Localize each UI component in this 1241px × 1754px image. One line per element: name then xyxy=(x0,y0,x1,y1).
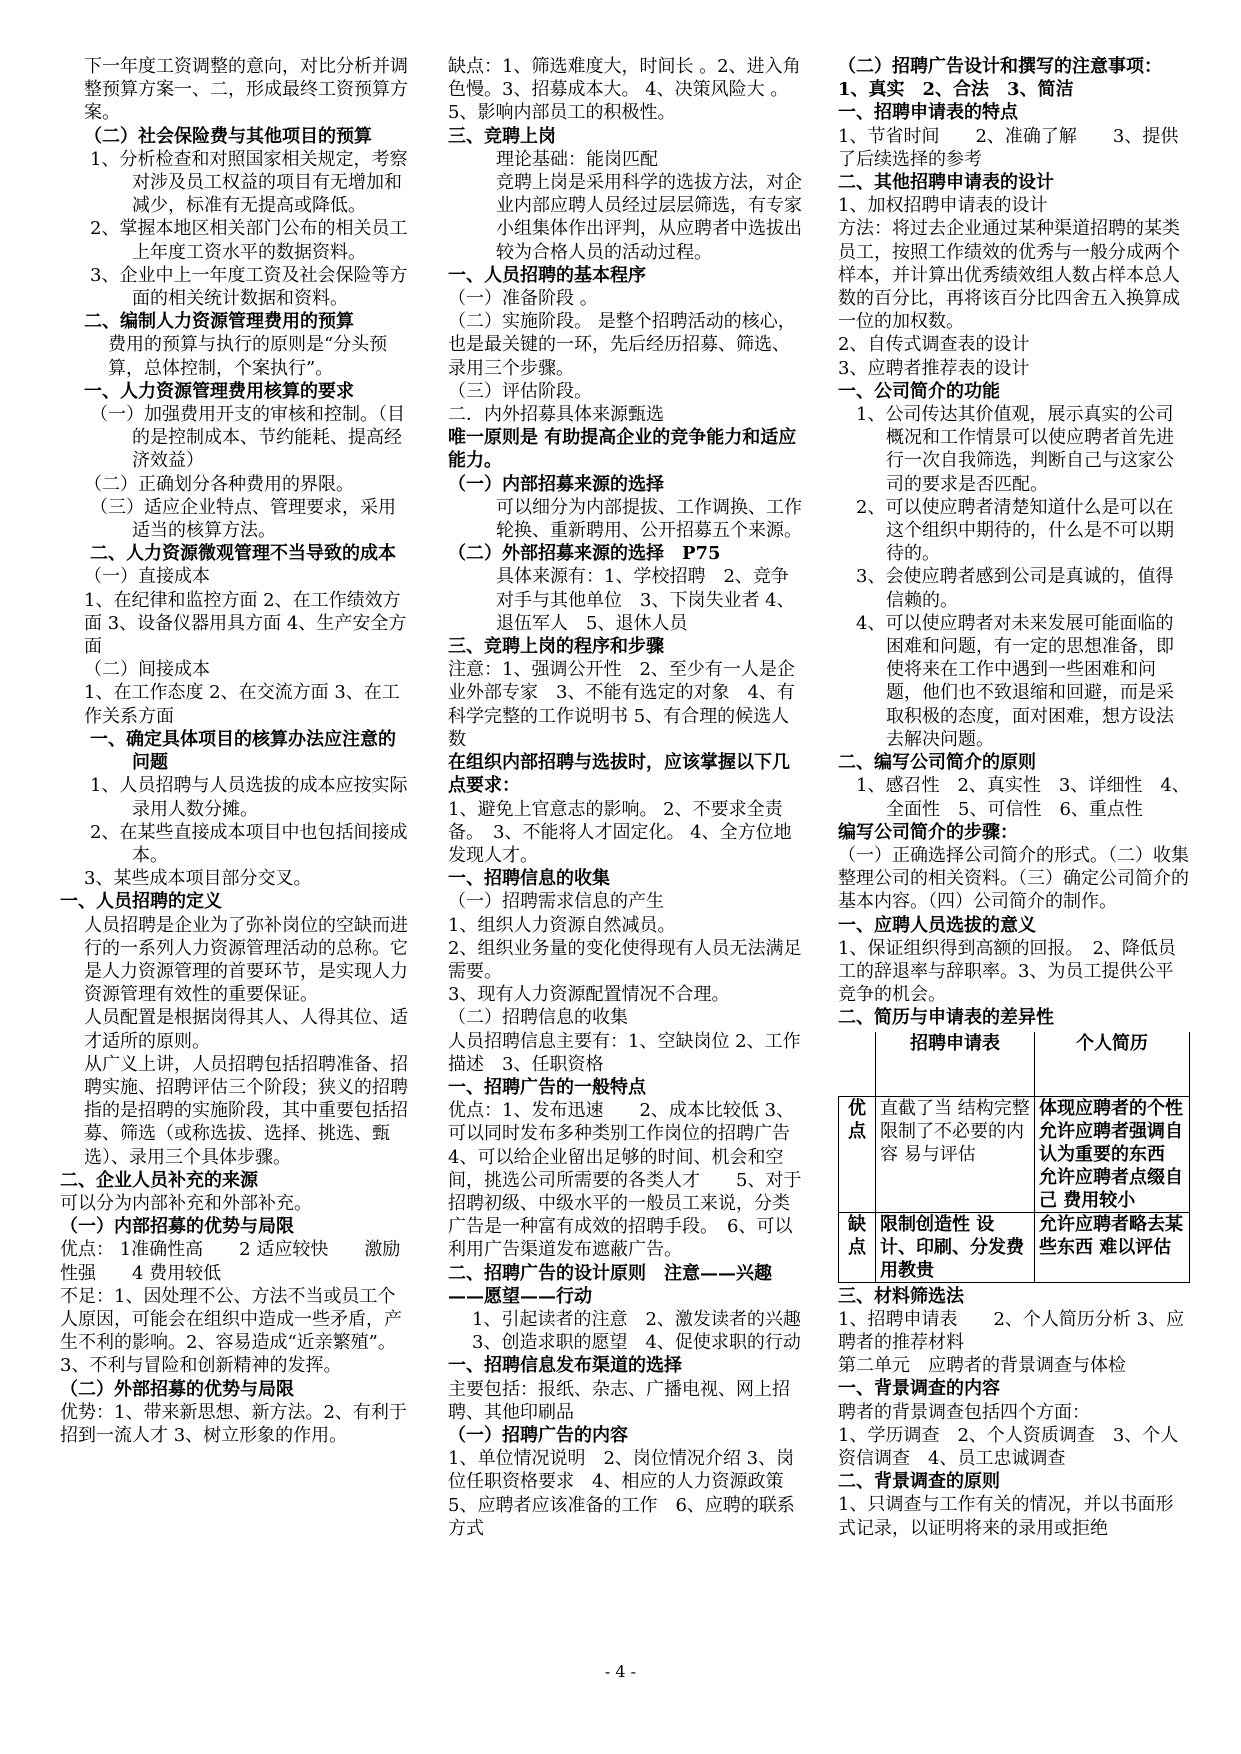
col3a-paragraph: 2、自传式调查表的设计 xyxy=(838,334,1030,356)
col3a-paragraph: 1、公司传达其价值观，展示真实的公司概况和工作情景可以使应聘者首先进行一次自我筛选，判断自己与这家公司的要求是否匹配。 xyxy=(856,404,1174,495)
col2-paragraph: （二）外部招募来源的选择 P75 xyxy=(448,543,721,565)
col1-paragraph: 费用的预算与执行的原则是“分头预算，总体控制，个案执行”。 xyxy=(108,334,388,379)
col2-paragraph: 1、单位情况说明 2、岗位情况介绍 3、岗位任职资格要求 4、相应的人力资源政策 5、应聘者应该准备的工作 6、应聘的联系方式 xyxy=(448,1448,795,1539)
col2-paragraph: （一）内部招募来源的选择 xyxy=(448,473,664,495)
table-cell-resume-pros: 体现应聘者的个性 允许应聘者强调自认为重要的东西 允许应聘者点缀自己 费用较小 xyxy=(1035,1096,1190,1212)
col2-paragraph: 一、招聘信息的收集 xyxy=(448,868,610,890)
table-corner xyxy=(839,1032,876,1097)
col2-paragraph: 一、招聘广告的一般特点 xyxy=(448,1076,646,1098)
col2-paragraph: （一）招聘广告的内容 xyxy=(448,1424,628,1446)
col2-paragraph: 1、避免上官意志的影响。 2、不要求全责备。 3、不能将人才固定化。 4、全方位地发现人才。 xyxy=(448,798,792,866)
col3b-paragraph: 聘者的背景调查包括四个方面： xyxy=(838,1401,1090,1423)
col1-paragraph: （二）正确划分各种费用的界限。 xyxy=(84,473,354,495)
col3a-paragraph: 一、招聘申请表的特点 xyxy=(838,102,1018,124)
col2-paragraph: 竞聘上岗是采用科学的选拔方法，对企业内部应聘人员经过层层筛选，有专家小组集体作出评判，从应聘者中选拔出较为合格人员的活动过程。 xyxy=(496,172,802,263)
col2-paragraph: 三、竞聘上岗 xyxy=(448,125,556,147)
col1-paragraph: 人员配置是根据岗得其人、人得其位、适才适所的原则。 xyxy=(84,1007,408,1052)
column-right-bottom xyxy=(838,1285,1190,1540)
col2-paragraph: 1、引起读者的注意 2、激发读者的兴趣 3、创造求职的愿望 4、促使求职的行动 xyxy=(472,1308,819,1354)
col3a-paragraph: 一、公司简介的功能 xyxy=(838,380,1000,402)
col1-paragraph: 一、人力资源管理费用核算的要求 xyxy=(84,380,354,402)
col2-paragraph: 在组织内部招聘与选拔时，应该掌握以下几点要求： xyxy=(448,752,790,797)
col1-paragraph: （二）外部招募的优势与局限 xyxy=(60,1378,294,1400)
col1-paragraph: 二、企业人员补充的来源 xyxy=(60,1169,258,1191)
col1-paragraph: 优势：1、带来新思想、新方法。2、有利于招到一流人才 3、树立形象的作用。 xyxy=(60,1401,407,1446)
col3b-paragraph: 二、背景调查的原则 xyxy=(838,1471,1000,1493)
col1-paragraph: 优点： 1准确性高 2 适应较快 激励性强 4 费用较低 xyxy=(60,1239,401,1284)
col3b-paragraph: 三、材料筛选法 xyxy=(838,1285,964,1307)
table-head-resume: 个人简历 xyxy=(1035,1032,1190,1097)
table-row-label-cons: 缺点 xyxy=(839,1212,876,1282)
col3a-paragraph: （一）正确选择公司简介的形式。（二）收集整理公司的相关资料。（三）确定公司简介的基本内容。（四）公司简介的制作。 xyxy=(838,844,1189,913)
col3b-paragraph: 1、招聘申请表 2、个人简历分析 3、应聘者的推荐材料 xyxy=(838,1308,1185,1353)
col3a-paragraph: 2、可以使应聘者清楚知道什么是可以在这个组织中期待的，什么是不可以期待的。 xyxy=(856,496,1174,565)
col1-paragraph: 2、在某些直接成本项目中也包括间接成本。 xyxy=(90,821,408,866)
col1-paragraph: 二、人力资源微观管理不当导致的成本 xyxy=(90,543,396,565)
col1-paragraph: （一）直接成本 xyxy=(84,566,210,588)
col3a-paragraph: 编写公司简介的步骤： xyxy=(838,821,1018,843)
table-head-application: 招聘申请表 xyxy=(876,1032,1035,1097)
col1-paragraph: 二、编制人力资源管理费用的预算 xyxy=(84,311,354,333)
col2-paragraph: 可以细分为内部提拔、工作调换、工作轮换、重新聘用、公开招募五个来源。 xyxy=(496,496,802,542)
col2-paragraph: 主要包括：报纸、杂志、广播电视、网上招聘、其他印刷品 xyxy=(448,1378,790,1423)
col2-paragraph: 三、竞聘上岗的程序和步骤 xyxy=(448,636,664,658)
col2-paragraph: （二）实施阶段。 是整个招聘活动的核心，也是最关键的一环，先后经历招募、筛选、录用三个步骤。 xyxy=(448,311,796,379)
col2-paragraph: （三）评估阶段。 xyxy=(448,380,592,402)
col1-paragraph: 不足：1、因处理不公、方法不当或员工个人原因，可能会在组织中造成一些矛盾，产生不利的影响。2、容易造成“近亲繁殖”。3、不利与冒险和创新精神的发挥。 xyxy=(60,1285,402,1377)
col3a-paragraph: 1、保证组织得到高额的回报。 2、降低员工的辞退率与辞职率。3、为员工提供公平竞争的机会。 xyxy=(838,937,1176,1006)
col1-paragraph: （一）内部招募的优势与局限 xyxy=(60,1216,294,1238)
col1-paragraph: （三）适应企业特点、管理要求，采用适当的核算方法。 xyxy=(90,496,396,542)
column-left xyxy=(60,55,412,1655)
col1-paragraph: 可以分为内部补充和外部补充。 xyxy=(60,1192,312,1214)
col2-paragraph: 2、组织业务量的变化使得现有人员无法满足需要。 xyxy=(448,937,802,982)
table-cell-application-pros: 直截了当 结构完整 限制了不必要的内容 易与评估 xyxy=(876,1096,1035,1212)
col3a-paragraph: 一、应聘人员选拔的意义 xyxy=(838,914,1036,936)
col3b-paragraph: 1、只调查与工作有关的情况，并以书面形式记录，以证明将来的录用或拒绝 xyxy=(838,1494,1174,1539)
col2-paragraph: 优点：1、发布迅速 2、成本比较低 3、可以同时发布多种类别工作岗位的招聘广告 4、可以给企业留出足够的时间、机会和空间，挑选公司所需要的各类人才 5、对于招聘初级、中级水平的一般员工来说，分类广告是一种富有成效的招聘手段。 6、可以利用广告渠道发布遮蔽广告。 xyxy=(448,1100,808,1261)
col3a-paragraph: 1、感召性 2、真实性 3、详细性 4、全面性 5、可信性 6、重点性 xyxy=(856,775,1190,820)
col2-paragraph: 注意：1、强调公开性 2、至少有一人是企业外部专家 3、不能有选定的对象 4、有科学完整的工作说明书 5、有合理的候选人数 xyxy=(448,659,795,750)
col1-paragraph: 1、在工作态度 2、在交流方面 3、在工作关系方面 xyxy=(84,682,400,727)
col3a-paragraph: 二、编写公司简介的原则 xyxy=(838,752,1036,774)
table-cell-application-cons: 限制创造性 设计、印刷、分发费用教贵 xyxy=(876,1212,1035,1282)
col1-paragraph: 下一年度工资调整的意向，对比分析并调整预算方案一、二，形成最终工资预算方案。 xyxy=(84,56,408,124)
col3b-paragraph: 1、学历调查 2、个人资质调查 3、个人资信调查 4、员工忠诚调查 xyxy=(838,1424,1179,1469)
col1-paragraph: 3、企业中上一年度工资及社会保险等方面的相关统计数据和资料。 xyxy=(90,264,408,310)
col1-paragraph: 2、掌握本地区相关部门公布的相关员工上年度工资水平的数据资料。 xyxy=(90,218,408,263)
resume-vs-application-table xyxy=(838,1032,1190,1283)
col2-paragraph: 具体来源有：1、学校招聘 2、竞争对手与其他单位 3、下岗失业者 4、退伍军人 5、退休人员 xyxy=(496,566,795,634)
col3a-paragraph: 4、可以使应聘者对未来发展可能面临的困难和问题，有一定的思想准备，即使将来在工作中遇到一些困难和问题，他们也不致退缩和回避，而是采取积极的态度，面对困难，想方设法去解决问题。 xyxy=(856,612,1174,750)
col1-paragraph: 一、确定具体项目的核算办法应注意的问题 xyxy=(90,728,396,774)
col2-paragraph: 理论基础：能岗匹配 xyxy=(496,148,658,170)
col1-paragraph: 从广义上讲，人员招聘包括招聘准备、招聘实施、招聘评估三个阶段；狭义的招聘指的是招聘的实施阶段，其中重要包括招募、筛选（或称选拔、选择、挑选、甄选）、录用三个具体步骤。 xyxy=(84,1053,408,1168)
table-cell-resume-cons: 允许应聘者略去某些东西 难以评估 xyxy=(1035,1212,1190,1282)
col2-paragraph: 缺点：1、筛选难度大，时间长 。2、进入角色慢。3、招募成本大。 4、决策风险大 。 5、影响内部员工的积极性。 xyxy=(448,56,834,124)
col1-paragraph: （二）社会保险费与其他项目的预算 xyxy=(84,125,372,147)
column-middle xyxy=(448,55,834,1655)
col2-paragraph: 二．内外招募具体来源甄选 xyxy=(448,404,664,426)
col2-paragraph: （一）准备阶段 。 xyxy=(448,288,598,310)
col1-paragraph: （二）间接成本 xyxy=(84,659,210,681)
col3b-paragraph: 第二单元 应聘者的背景调查与体检 xyxy=(838,1355,1126,1377)
col2-paragraph: 一、招聘信息发布渠道的选择 xyxy=(448,1355,682,1377)
page-number: - 4 - xyxy=(604,1662,637,1681)
col2-paragraph: （一）招聘需求信息的产生 xyxy=(448,891,664,913)
col3a-paragraph: （二）招聘广告设计和撰写的注意事项： 1、真实 2、合法 3、简洁 xyxy=(838,56,1171,101)
col1-paragraph: 一、人员招聘的定义 xyxy=(60,891,222,913)
column-right-top xyxy=(838,55,1190,1030)
col2-paragraph: 1、组织人力资源自然减员。 xyxy=(448,914,676,936)
col2-paragraph: 人员招聘信息主要有：1、空缺岗位 2、工作描述 3、任职资格 xyxy=(448,1030,801,1075)
col1-paragraph: 1、在纪律和监控方面 2、在工作绩效方面 3、设备仪器用具方面 4、生产安全方面 xyxy=(84,589,407,658)
col1-paragraph: 人员招聘是企业为了弥补岗位的空缺而进行的一系列人力资源管理活动的总称。它是人力资源管理的首要环节，是实现人力资源管理有效性的重要保证。 xyxy=(84,914,408,1006)
col2-paragraph: 唯一原则是 有助提高企业的竞争能力和适应能力。 xyxy=(448,427,797,472)
table-row-label-pros: 优点 xyxy=(839,1096,876,1212)
col3b-paragraph: 一、背景调查的内容 xyxy=(838,1378,1000,1400)
col2-paragraph: 3、现有人力资源配置情况不合理。 xyxy=(448,984,730,1006)
col3a-paragraph: 1、节省时间 2、准确了解 3、提供了后续选择的参考 xyxy=(838,125,1179,170)
col1-paragraph: （一）加强费用开支的审核和控制。（目的是控制成本、节约能耗、提高经济效益） xyxy=(90,404,405,472)
col3a-paragraph: 3、会使应聘者感到公司是真诚的，值得信赖的。 xyxy=(856,566,1174,611)
col1-paragraph: 1、分析检查和对照国家相关规定，考察对涉及员工权益的项目有无增加和减少，标准有无提高或降低。 xyxy=(90,148,408,217)
col1-paragraph: 1、人员招聘与人员选拔的成本应按实际录用人数分摊。 xyxy=(90,775,408,820)
col1-paragraph: 3、某些成本项目部分交叉。 xyxy=(84,868,312,890)
col2-paragraph: 一、人员招聘的基本程序 xyxy=(448,264,646,286)
col3a-paragraph: 3、应聘者推荐表的设计 xyxy=(838,357,1030,379)
col3a-paragraph: 方法：将过去企业通过某种渠道招聘的某类员工，按照工作绩效的优秀与一般分成两个样本，并计算出优秀绩效组人数占样本总人数的百分比，再将该百分比四舍五入换算成一位的加权数。 xyxy=(838,218,1180,333)
col3a-paragraph: 1、加权招聘申请表的设计 xyxy=(838,195,1048,217)
col3a-paragraph: 二、其他招聘申请表的设计 xyxy=(838,172,1054,194)
col2-paragraph: （二）招聘信息的收集 xyxy=(448,1007,628,1029)
col3a-paragraph: 二、简历与申请表的差异性 xyxy=(838,1007,1054,1029)
column-right xyxy=(838,55,1190,1655)
col2-paragraph: 二、招聘广告的设计原则 注意——兴趣——愿望——行动 xyxy=(448,1262,772,1307)
